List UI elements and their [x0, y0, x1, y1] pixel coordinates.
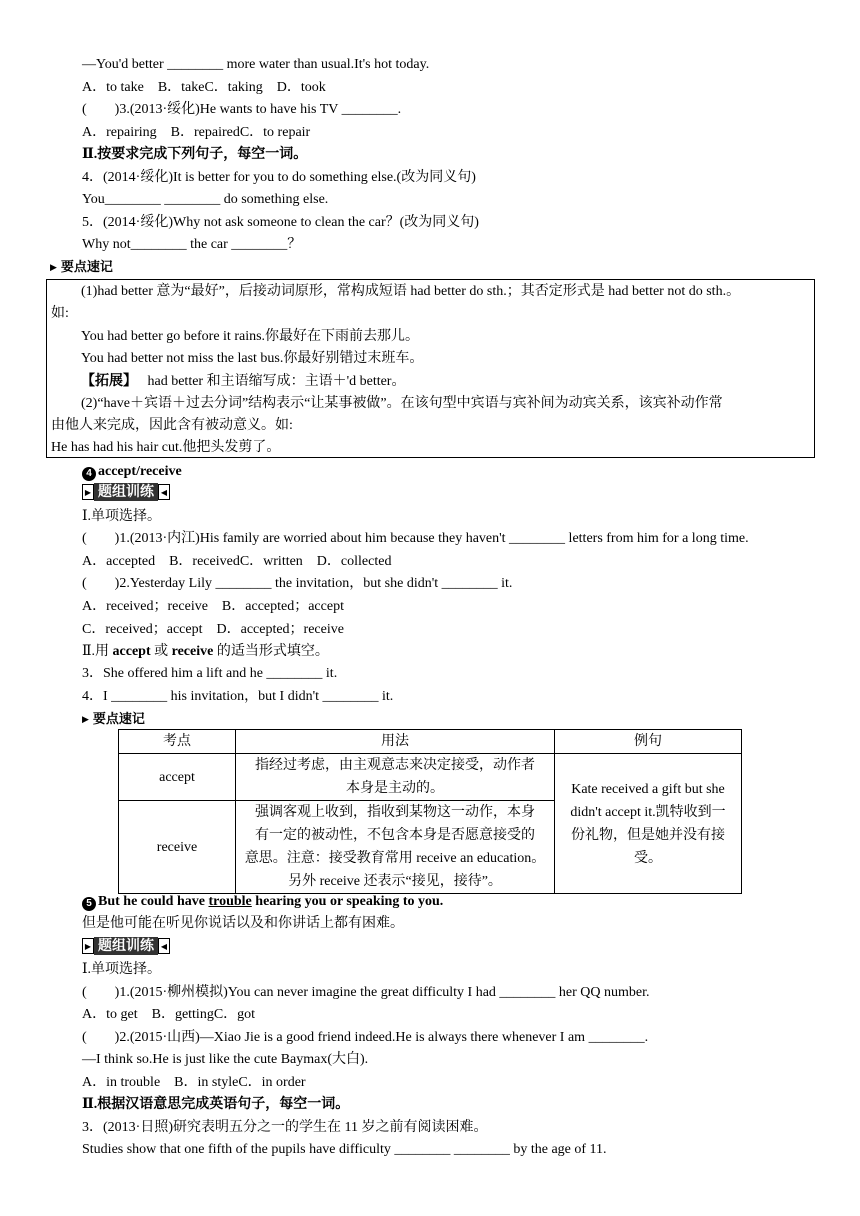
- example-line: 份礼物，但是她并没有接: [571, 827, 725, 843]
- usage-line: 指经过考虑，由主观意志来决定接受，动作者: [255, 758, 535, 773]
- usage-line: 本身是主动的。: [346, 781, 444, 796]
- memo-label-text: 要点速记: [60, 259, 113, 274]
- badge-text: 题组训练: [94, 937, 158, 955]
- example-line: Kate received a gift but she: [571, 781, 725, 797]
- text-line: Why not________ the car ________？: [82, 237, 302, 252]
- usage-table: [118, 729, 742, 894]
- translation: 但是他可能在听见你说话以及和你讲话上都有困难。: [82, 916, 404, 931]
- table-header-row: [119, 730, 742, 754]
- usage-line: 强调客观上收到，指收到某物这一动作，本身: [255, 805, 535, 820]
- table-header: 考点: [119, 730, 236, 754]
- heading-part: 的适当形式填空。: [213, 644, 329, 659]
- sub-heading: [82, 642, 329, 662]
- note-line: You had better not miss the last bus.你最好别错过末班车。: [81, 351, 424, 366]
- text-line: A．to take B．takeC．taking D．took: [82, 80, 326, 95]
- example-line: 受。: [634, 850, 662, 866]
- note-line: You had better go before it rains.你最好在下雨前去那儿。: [81, 329, 420, 344]
- table-row: [119, 754, 742, 801]
- text-line: 4．(2014·绥化)It is better for you to do something else.(改为同义句): [82, 170, 476, 185]
- example-line: didn't accept it.凯特收到一: [570, 804, 726, 820]
- note-line: [81, 372, 405, 392]
- notes-box: [46, 279, 815, 458]
- memo-label-text: 要点速记: [92, 711, 145, 726]
- table-header: 例句: [555, 730, 742, 754]
- table-cell: receive: [119, 801, 236, 894]
- usage-line: 意思。注意：接受教育常用 receive an education。: [244, 851, 546, 866]
- text-line: —You'd better ________ more water than usual.It's hot today.: [82, 57, 430, 72]
- table-cell: [555, 754, 742, 894]
- question: ( )2.Yesterday Lily ________ the invitation，but she didn't ________ it.: [82, 576, 513, 591]
- options: A．to get B．gettingC．got: [82, 1007, 256, 1022]
- options: A．received；receive B．accepted；accept: [82, 599, 344, 614]
- badge-text: 题组训练: [94, 483, 158, 501]
- back-icon: ◀: [158, 938, 170, 954]
- options: A．in trouble B．in styleC．in order: [82, 1075, 306, 1090]
- memo-label: [50, 257, 113, 278]
- sub-heading: Ⅰ.单项选择。: [82, 509, 162, 524]
- question: 3．She offered him a lift and he ________ it.: [82, 666, 338, 681]
- expand-label: 【拓展】: [81, 374, 130, 389]
- table-cell: [236, 801, 555, 894]
- heading-word: receive: [171, 644, 214, 659]
- question: ( )2.(2015·山西)—Xiao Jie is a good friend indeed.He is always there whenever I am ________.: [82, 1030, 649, 1045]
- options: A．accepted B．receivedC．written D．collected: [82, 554, 392, 569]
- options: C．received；accept D．accepted；receive: [82, 622, 344, 637]
- play-icon: ▶: [82, 484, 94, 500]
- note-line: (1)had better 意为“最好”，后接动词原形，常构成短语 had better do sth.；其否定形式是 had better not do sth.。: [81, 284, 741, 299]
- note-line: (2)“have＋宾语＋过去分词”结构表示“让某事被做”。在该句型中宾语与宾补间为动宾关系，该宾补动作常: [81, 396, 723, 411]
- text-line: 5．(2014·绥化)Why not ask someone to clean the car？(改为同义句): [82, 215, 479, 230]
- number-badge: 4: [82, 467, 96, 481]
- question: Studies show that one fifth of the pupils have difficulty ________ ________ by the age of 11.: [82, 1142, 607, 1157]
- question: ( )1.(2015·柳州模拟)You can never imagine the great difficulty I had ________ her QQ number.: [82, 985, 650, 1000]
- usage-line: 有一定的被动性，不包含本身是否愿意接受的: [255, 828, 535, 843]
- text-line: A．repairing B．repairedC．to repair: [82, 125, 311, 140]
- back-icon: ◀: [158, 484, 170, 500]
- section-heading: Ⅱ.按要求完成下列句子，每空一词。: [82, 147, 308, 162]
- sub-heading: Ⅱ.根据汉语意思完成英语句子，每空一词。: [82, 1097, 350, 1112]
- heading-part: Ⅱ.用: [82, 644, 113, 659]
- number-badge: 5: [82, 897, 96, 911]
- note-line: He has had his hair cut.他把头发剪了。: [51, 440, 281, 455]
- play-icon: ▶: [82, 938, 94, 954]
- table-cell: [236, 754, 555, 801]
- memo-label: [82, 709, 145, 730]
- text-line: ( )3.(2013·绥化)He wants to have his TV ________.: [82, 102, 402, 117]
- usage-line: 另外 receive 还表示“接见，接待”。: [288, 874, 502, 889]
- note-line: 如:: [51, 306, 69, 321]
- section-title: [82, 892, 443, 912]
- title-keyword: trouble: [208, 894, 252, 909]
- question: —I think so.He is just like the cute Baymax(大白).: [82, 1052, 369, 1067]
- question: 3．(2013·日照)研究表明五分之一的学生在 11 岁之前有阅读困难。: [82, 1120, 488, 1135]
- title-part: But he could have: [98, 894, 209, 909]
- section-title: [82, 462, 182, 482]
- note-line: 由他人来完成，因此含有被动意义。如:: [51, 418, 293, 433]
- section-title-text: accept/receive: [98, 464, 182, 479]
- table-header: 用法: [236, 730, 555, 754]
- question: 4．I ________ his invitation，but I didn't ________ it.: [82, 689, 394, 704]
- triangle-icon: ▶: [82, 714, 89, 724]
- heading-part: 或: [150, 644, 172, 659]
- expand-text: had better 和主语缩写成：主语＋'d better。: [147, 374, 406, 389]
- text-line: You________ ________ do something else.: [82, 192, 329, 207]
- triangle-icon: ▶: [50, 262, 57, 272]
- heading-word: accept: [112, 644, 151, 659]
- sub-heading: Ⅰ.单项选择。: [82, 962, 162, 977]
- question: ( )1.(2013·内江)His family are worried about him because they haven't ________ letters from him for a long time.: [82, 531, 749, 546]
- practice-badge: [82, 483, 170, 501]
- table-cell: accept: [119, 754, 236, 801]
- practice-badge: [82, 937, 170, 955]
- title-part: hearing you or speaking to you.: [251, 894, 444, 909]
